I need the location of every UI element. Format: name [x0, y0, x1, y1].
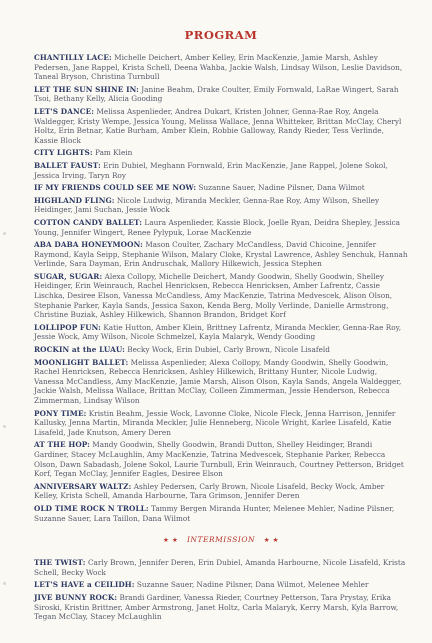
- binder-hole: [3, 582, 6, 585]
- binder-holes: [3, 0, 9, 643]
- intermission-banner: [34, 535, 408, 544]
- act-title: PONY TIME:: [34, 408, 87, 418]
- program-entry: [34, 440, 408, 478]
- program-entry: [34, 504, 408, 523]
- program-entry: [34, 161, 408, 180]
- act-title: BALLET FAUST:: [34, 160, 101, 170]
- performer-names: Katie Hutton, Amber Klein, Brittney Lafrentz, Miranda Meckler, Genna-Rae Roy, Jessie Wock, Amy Wilson, Nicole Schmelzel, Kayla Malaryk, Wendy Gooding: [34, 322, 402, 342]
- act-title: LET THE SUN SHINE IN:: [34, 84, 139, 94]
- act-title: ROCKIN at the LUAU:: [34, 345, 125, 355]
- performer-names: Pam Klein: [95, 148, 133, 158]
- performer-names: Brandi Gardiner, Vanessa Rieder, Courtney Petterson, Tara Prystay, Erika Siroski, Kristin Brittner, Amber Armstrong, Janet Holtz, Carla Malaryk, Kerry Marsh, Kyla Barrow, Tegan McClay, Stacey McLaughlin: [34, 592, 399, 622]
- page-title: PROGRAM: [184, 28, 258, 42]
- program-entry: [34, 53, 408, 82]
- star-icon: ★ ★: [263, 536, 279, 545]
- act-title: IF MY FRIENDS COULD SEE ME NOW:: [34, 183, 197, 193]
- act-title: LOLLIPOP FUN:: [34, 322, 101, 332]
- act-title: ANNIVERSARY WALTZ:: [34, 481, 132, 491]
- performer-names: Becky Wock, Erin Dubiel, Carly Brown, Nicole Lisafeld: [127, 345, 330, 355]
- program-page: [34, 28, 408, 625]
- program-entry: [34, 218, 408, 237]
- act-list-first-half: [34, 53, 408, 523]
- act-title: LET'S HAVE a CEILIDH:: [34, 580, 135, 590]
- act-title: SUGAR, SUGAR:: [34, 271, 103, 281]
- act-title: JIVE BUNNY ROCK:: [34, 592, 118, 602]
- act-title: THE TWIST:: [34, 558, 86, 568]
- program-entry: [34, 240, 408, 269]
- act-title: AT THE HOP:: [34, 440, 90, 450]
- program-entry: [34, 482, 408, 501]
- program-entry: [34, 148, 408, 158]
- performer-names: Kristin Beahm, Jessie Wock, Lavonne Cloke, Nicole Fleck, Jenna Harrison, Jennifer Kallusky, Jenna Martin, Miranda Meckler, Julie Henneberg, Nicole Wright, Karlee Lisafeld, Katie Lisafeld, Jade Knutson, Amery Deren: [34, 408, 396, 437]
- program-entry: [34, 323, 408, 342]
- act-title: HIGHLAND FLING:: [34, 195, 115, 205]
- program-entry: [34, 85, 408, 104]
- binder-hole: [3, 232, 6, 235]
- act-title: COTTON CANDY BALLET:: [34, 217, 143, 227]
- performer-names: Nicole Ludwig, Miranda Meckler, Genna-Rae Roy, Amy Wilson, Shelley Heidinger, Jami Suchan, Jessie Wock: [34, 195, 380, 215]
- act-title: CHANTILLY LACE:: [34, 53, 112, 62]
- program-entry: [34, 558, 408, 577]
- program-entry: [34, 196, 408, 215]
- program-entry: [34, 183, 408, 193]
- program-entry: [34, 107, 408, 145]
- star-icon: ★ ★: [163, 536, 179, 545]
- program-entry: [34, 358, 408, 406]
- performer-names: Suzanne Sauer, Nadine Pilsner, Dana Wilmot: [198, 183, 365, 193]
- act-title: LET'S DANCE:: [34, 106, 95, 116]
- performer-names: Laura Aspenlieder, Kassie Block, Joelle Ryan, Deidra Shepley, Jessica Young, Jennifer Wingert, Renee Pylypuk, Lorae MacKenzie: [34, 217, 401, 237]
- program-entry: [34, 593, 408, 622]
- performer-names: Erin Dubiel, Meghann Fornwald, Erin MacKenzie, Jane Rappel, Jolene Sokol, Jessica Irving, Taryn Roy: [34, 160, 388, 180]
- performer-names: Michelle Deichert, Amber Kelley, Erin MacKenzie, Jamie Marsh, Ashley Pedersen, Jane Rappel, Krista Schell, Deena Wahba, Jackie Walsh, Lindsay Wilson, Leslie Davidson, Taneal Bryson, Christina Turnbull: [34, 53, 403, 82]
- act-title: ABA DABA HONEYMOON:: [34, 240, 143, 250]
- act-title: OLD TIME ROCK N TROLL:: [34, 503, 149, 513]
- act-title: MOONLIGHT BALLET:: [34, 357, 129, 367]
- act-list-second-half: [34, 558, 408, 622]
- program-entry: [34, 345, 408, 355]
- program-entry: [34, 580, 408, 590]
- performer-names: Janine Beahm, Drake Coulter, Emily Fornwald, LaRae Wingert, Sarah Tsoi, Bethany Kelly, Alicia Gooding: [34, 84, 399, 104]
- act-title: CITY LIGHTS:: [34, 148, 93, 158]
- intermission-label: INTERMISSION: [186, 535, 256, 545]
- performer-names: Alexa Collopy, Michelle Deichert, Mandy Goodwin, Shelly Goodwin, Shelley Heidinger, Erin Weinrauch, Rachel Henricksen, Rebecca Henricksen, Amber Lafrentz, Cassie Lischka, Desiree Elson, Vanessa McCandless, Amy MacKenzie, Tatrina Medvescek, Alison Olson, Stephanie Parker, Kayla Sands, Jessica Saxon, Kenda Berg, Molly Verlinde, Danielle Armstrong, Christine Buziak, Ashley Hilkewich, Shannon Brandon, Bridget Korf: [34, 271, 393, 320]
- performer-names: Melissa Aspenlieder, Alexa Collopy, Mandy Goodwin, Shelly Goodwin, Rachel Henricksen, Rebecca Henricksen, Ashley Hilkewich, Brittany Hunter, Nicole Ludwig, Vanessa McCandless, Amy MacKenzie, Jamie Marsh, Alison Olson, Kayla Sands, Angela Waldegger, Jackie Walsh, Melissa Wallace, Brittan McClay, Colleen Zimmerman, Jessie Henderson, Rebecca Zimmerman, Lindsay Wilson: [34, 357, 402, 405]
- performer-names: Suzanne Sauer, Nadine Pilsner, Dana Wilmot, Melenee Mehler: [136, 580, 369, 590]
- binder-hole: [3, 425, 6, 428]
- performer-names: Carly Brown, Jennifer Deren, Erin Dubiel, Amanda Harbourne, Nicole Lisafeld, Krista Schell, Becky Wock: [34, 558, 406, 577]
- program-entry: [34, 409, 408, 438]
- performer-names: Tammy Bergen Miranda Hunter, Melenee Mehler, Nadine Pilsner, Suzanne Sauer, Lara Taillon, Dana Wilmot: [34, 503, 395, 523]
- performer-names: Mandy Goodwin, Shelly Goodwin, Brandi Dutton, Shelley Heidinger, Brandi Gardiner, Stacey McLaughlin, Amy MacKenzie, Tatrina Medvescek, Stephanie Parker, Rebecca Olson, Dawn Sabadash, Jolene Sokol, Laurie Turnbull, Erin Weinrauch, Courtney Petterson, Bridget Korf, Tegan McClay, Jennifer Eagles, Desiree Elson: [34, 440, 404, 479]
- performer-names: Ashley Pedersen, Carly Brown, Nicole Lisafeld, Becky Wock, Amber Kelley, Krista Schell, Amanda Harbourne, Tara Grimson, Jennifer Deren: [34, 481, 385, 501]
- performer-names: Melissa Aspenlieder, Andrea Dukart, Kristen Johner, Genna-Rae Roy, Angela Waldegger, Kristy Wempe, Jessica Young, Melissa Wallace, Jenna Whitteker, Brittan McClay, Cheryl Holtz, Erin Betnar, Katie Burham, Amber Klein, Robbie Galloway, Randy Rieder, Tess Verlinde, Kassie Block: [34, 106, 402, 145]
- program-entry: [34, 272, 408, 320]
- performer-names: Mason Coulter, Zachary McCandless, David Chicoine, Jennifer Raymond, Kayla Seipp, Stephanie Wilson, Malary Cloke, Krystal Lawrence, Ashley Senchuk, Hannah Verlinde, Sara Dayman, Erin Andruschak, Mallory Hilkewich, Jessica Stephen: [34, 240, 408, 269]
